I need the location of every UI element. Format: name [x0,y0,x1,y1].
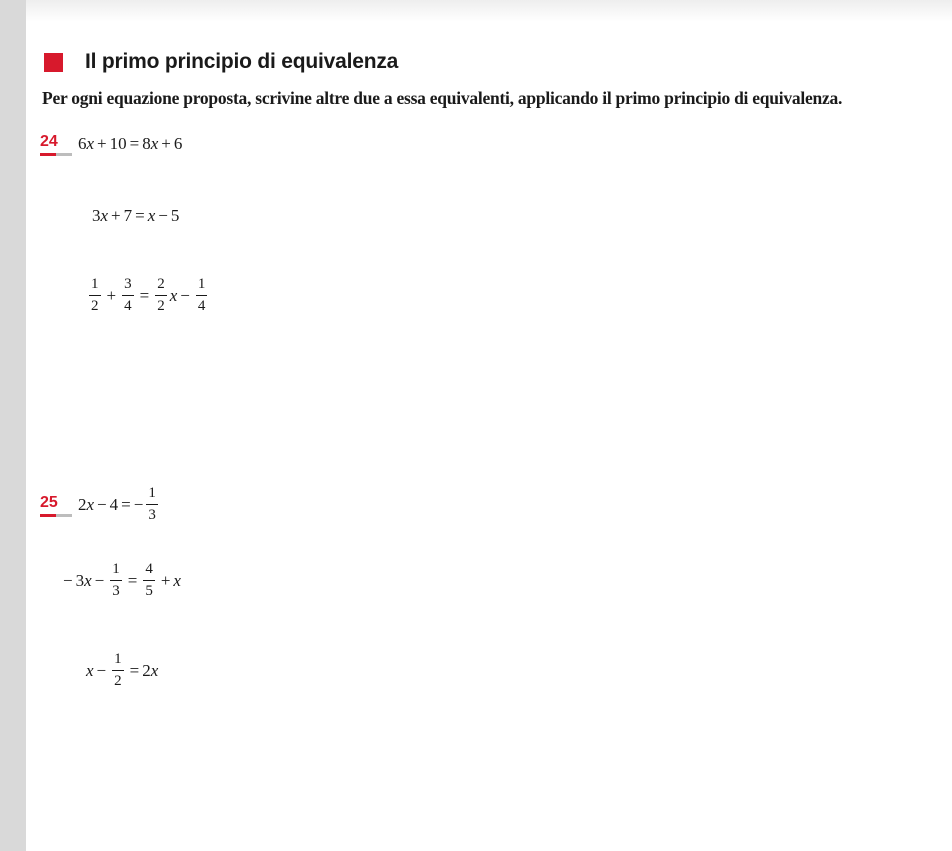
operator: − [94,570,105,590]
equation-given [78,134,182,154]
coefficient: 3 [75,570,85,590]
instruction-text: Per ogni equazione proposta, scrivine altre due a essa equivalenti, applicando il primo principio di equivalenza. [42,88,843,108]
fraction: $\frac{1}{3}$ [112,561,120,599]
sign: − [133,494,144,514]
exercise-24-answer-1 [92,206,179,226]
constant: 5 [170,206,180,225]
variable: x [147,206,156,225]
operator: + [111,206,121,225]
coefficient: 2 [78,494,87,514]
fraction: $\frac{1}{2}$ [91,276,99,314]
page-top-shadow [26,0,952,22]
operator: − [158,206,168,225]
fraction: $\frac{1}{4}$ [197,276,206,314]
coefficient: 3 [92,206,101,225]
equation-handwritten-2 [86,277,210,314]
variable: x [150,660,159,680]
textbook-page [26,0,952,851]
operator: + [161,133,171,153]
operator: + [160,570,171,590]
fraction: $\frac{3}{4}$ [124,276,132,314]
equals-sign: = [139,285,150,305]
exercise-24-answer-2 [86,277,210,314]
operator: + [106,285,117,305]
equation-given [78,486,161,523]
fraction: $\frac{1}{2}$ [114,651,122,689]
red-square-icon [44,53,63,72]
section-title: Il primo principio di equivalenza [85,50,399,73]
equation-handwritten-2 [86,652,158,689]
variable: x [173,570,181,590]
equation-handwritten-1 [60,562,181,599]
coefficient: 6 [78,133,87,153]
coefficient: 8 [142,133,151,153]
operator: + [97,133,107,153]
exercise-number: 24 [40,133,78,154]
fraction: $\frac{2}{2}$ [157,276,165,314]
exercise-25-answer-1 [60,562,181,599]
constant: 10 [109,133,127,153]
equals-sign: = [129,660,140,680]
equation-handwritten-1 [92,206,179,226]
constant: 4 [109,494,119,514]
fraction: $\frac{1}{3}$ [148,485,156,523]
constant: 6 [173,133,183,153]
sign: − [63,570,73,590]
equals-sign: = [135,206,145,225]
equals-sign: = [127,570,138,590]
exercise-25 [40,486,161,523]
variable: x [86,494,95,514]
exercise-25-answer-2 [86,652,158,689]
operator: − [180,285,190,305]
coefficient: 2 [142,660,151,680]
variable: x [169,285,178,305]
operator: − [97,494,107,514]
variable: x [84,570,92,590]
exercise-number: 25 [40,494,78,515]
variable: x [150,133,159,153]
equals-sign: = [129,133,140,153]
exercise-24 [40,133,182,154]
section-heading [44,50,398,74]
variable: x [86,133,95,153]
variable: x [100,206,109,225]
constant: 7 [123,206,133,225]
fraction: $\frac{4}{5}$ [145,561,153,599]
operator: − [96,660,107,680]
equals-sign: = [121,494,131,514]
variable: x [86,660,94,680]
